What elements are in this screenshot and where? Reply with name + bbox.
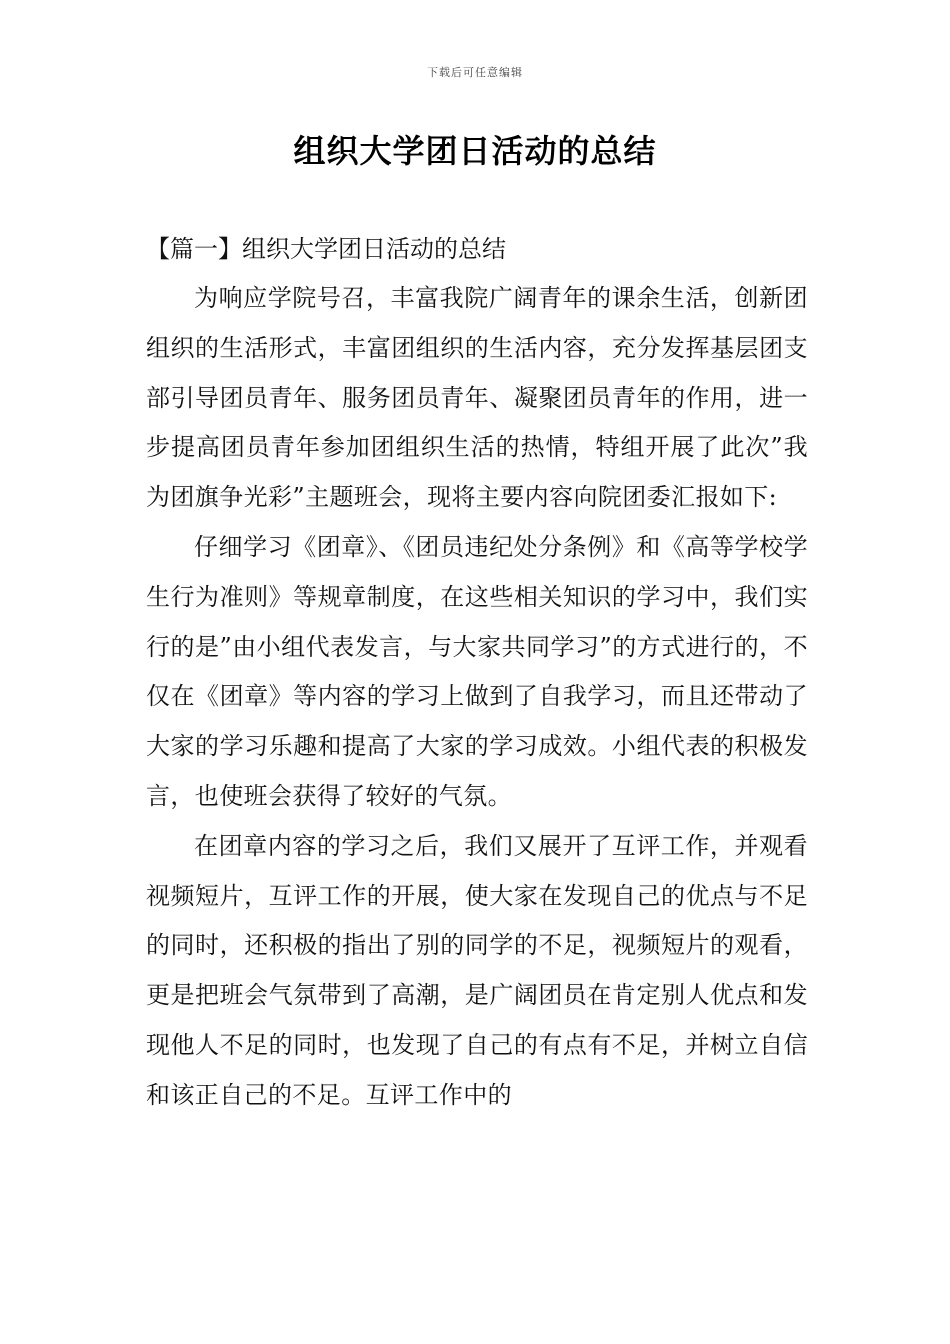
download-note: 下载后可任意编辑 [427, 66, 523, 79]
section-heading: 【篇一】组织大学团日活动的总结 [146, 235, 506, 263]
paragraph-2: 仔细学习《团章》、《团员违纪处分条例》和《高等学校学生行为准则》等规章制度，在这些相关知识的学习中，我们实行的是”由小组代表发言，与大家共同学习”的方式进行的，不仅在《团章》等内容的学习上做到了自我学习，而且还带动了大家的学习乐趣和提高了大家的学习成效。小组代表的积极发言，也使班会获得了较好的气氛。 [146, 532, 808, 810]
document-title: 组织大学团日活动的总结 [293, 132, 657, 170]
paragraph-3: 在团章内容的学习之后，我们又展开了互评工作，并观看视频短片，互评工作的开展，使大家在发现自己的优点与不足的同时，还积极的指出了别的同学的不足，视频短片的观看，更是把班会气氛带到了高潮，是广阔团员在肯定别人优点和发现他人不足的同时，也发现了自己的有点有不足，并树立自信和该正自己的不足。互评工作中的 [146, 831, 808, 1109]
paragraph-1: 为响应学院号召，丰富我院广阔青年的课余生活，创新团组织的生活形式，丰富团组织的生活内容，充分发挥基层团支部引导团员青年、服务团员青年、凝聚团员青年的作用，进一步提高团员青年参加团组织生活的热情，特组开展了此次”我为团旗争光彩”主题班会，现将主要内容向院团委汇报如下: [146, 284, 808, 512]
document-body [146, 225, 808, 1121]
